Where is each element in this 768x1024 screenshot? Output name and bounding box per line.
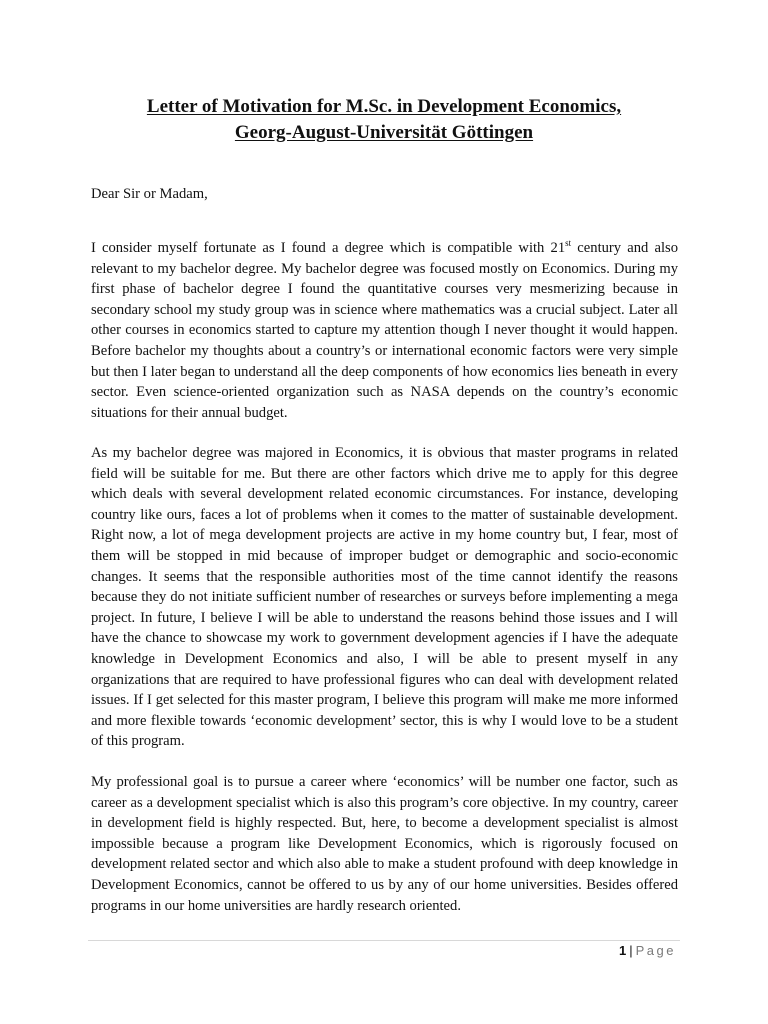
paragraph-2: As my bachelor degree was majored in Economics, it is obvious that master programs in related field will be suitable for me. But there are other factors which drive me to apply for this degree which deals with several development related economic circumstances. For instance, developing country like ours, faces a lot of problems when it comes to the matter of sustainable development. Right now, a lot of mega development projects are active in my home country but, I fear, most of them will be stopped in mid because of improper budget or demographic and socio-economic changes. It seems that the responsible authorities most of the time cannot identify the reasons because they do not initiate sufficient number of researches or surveys before implementing a mega project. In future, I believe I will be able to understand the reasons behind those issues and I will have the chance to showcase my work to government development agencies if I have the adequate knowledge in Development Economics and also, I will be able to present myself in any organizations that are required to have professional figures who can deal with development related issues. If I get selected for this master program, I believe this program will make me more informed and more flexible towards ‘economic development’ sector, this is why I would love to be a student of this program.: [91, 445, 678, 750]
paragraph-1: [91, 238, 678, 423]
page-number: 1: [619, 943, 627, 958]
salutation: Dear Sir or Madam,: [91, 186, 208, 202]
title-line-2: Georg-August-Universität Göttingen: [234, 122, 534, 143]
letter-title: [90, 94, 678, 146]
ordinal-superscript: st: [565, 238, 572, 249]
paragraph-1-rest: century and also relevant to my bachelor degree. My bachelor degree was focused mostly on Economics. During my first phase of bachelor degree I found the quantitative courses very mesmerizing because in secondary school my study group was in science where mathematics was a crucial subject. Later all other courses in economics started to capture my attention though I never thought it would happen. Before bachelor my thoughts about a country’s or international economic factors were very simple but then I later began to understand all the deep components of how economics lies beneath in every sector. Even science-oriented organization such as NASA depends on the country’s economic situations for their annual budget.: [91, 240, 678, 421]
footer-separator: |: [629, 943, 633, 958]
paragraph-3: My professional goal is to pursue a career where ‘economics’ will be number one factor, such as career as a development specialist which is also this program’s core objective. In my country, career in development field is highly respected. But, here, to become a development specialist is almost impossible because a program like Development Economics, which is rigorously focused on development related sector and which also able to make a student profound with deep knowledge in Development Economics, cannot be offered to us by any of our home universities. Besides offered programs in our home universities are hardly research oriented.: [91, 774, 678, 914]
title-line-1: Letter of Motivation for M.Sc. in Development Economics,: [146, 96, 622, 117]
page-footer: [619, 942, 676, 960]
paragraph-1-start: I consider myself fortunate as I found a degree which is compatible with 21: [91, 240, 566, 256]
footer-divider: [88, 940, 680, 941]
page-label: Page: [635, 943, 676, 958]
